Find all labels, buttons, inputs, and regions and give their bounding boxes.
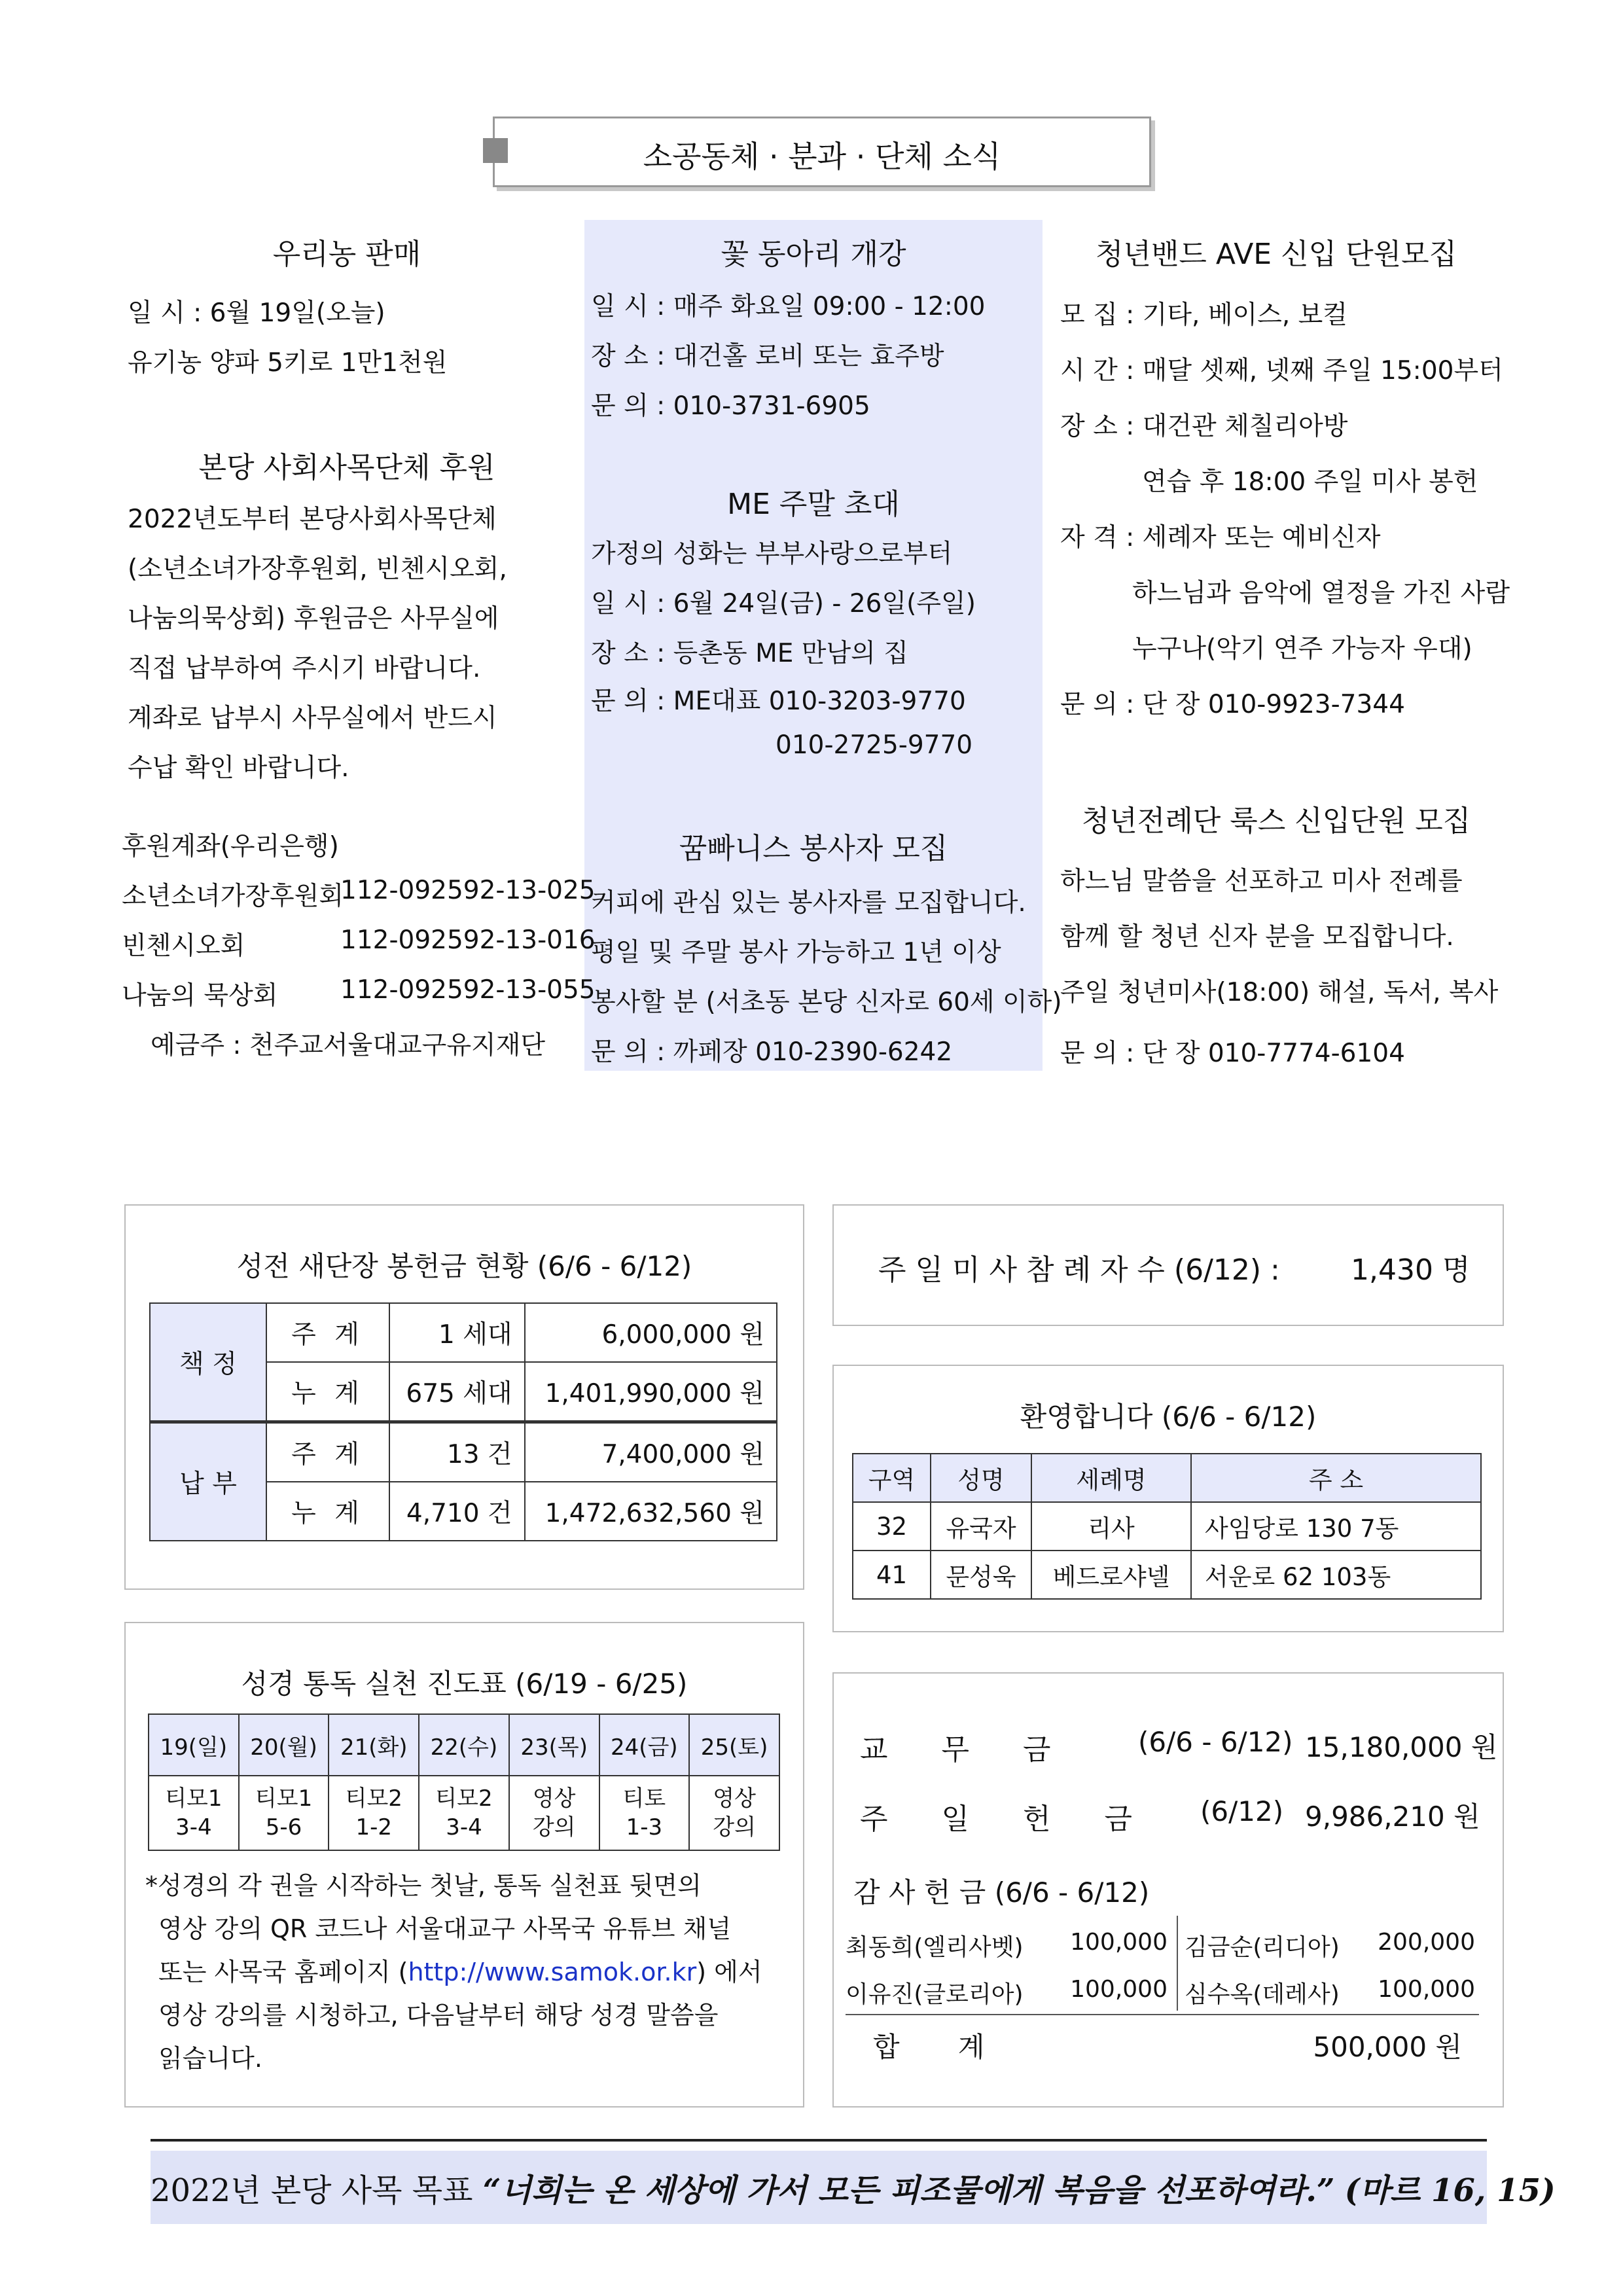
finance-box <box>832 1672 1504 2108</box>
donor-name: 심수옥(데레사) <box>1185 1981 1340 2008</box>
dream-line: 문 의 : 까페장 010-2390-6242 <box>591 1037 953 1067</box>
bible-day-header: 23(목) <box>509 1714 599 1776</box>
flower-line: 장 소 : 대건홀 로비 또는 효주방 <box>591 342 944 371</box>
donor-name: 김금순(리디아) <box>1185 1934 1340 1961</box>
welcome-cell: 41 <box>853 1551 931 1599</box>
bible-cell <box>329 1776 419 1850</box>
welcome-cell: 리사 <box>1031 1502 1191 1551</box>
attendance-value: 1,430 명 <box>1351 1253 1471 1287</box>
bible-book: 영상 <box>713 1785 756 1812</box>
woorinong-line: 유기농 양파 5키로 1만1천원 <box>128 348 448 378</box>
lux-line: 하느님 말씀을 선포하고 미사 전례를 <box>1060 867 1463 896</box>
ave-line: 누구나(악기 연주 가능자 우대) <box>1132 634 1472 664</box>
flower-line: 문 의 : 010-3731-6905 <box>591 391 870 421</box>
bible-cell <box>509 1776 599 1850</box>
welcome-cell: 32 <box>853 1502 931 1551</box>
sec-ave-title: 청년밴드 AVE 신입 단원모집 <box>1095 238 1457 271</box>
offering-count: 675 세대 <box>389 1362 525 1422</box>
offering-row-label: 주 계 <box>266 1422 389 1482</box>
bible-book: 영상 <box>532 1785 576 1812</box>
donor-amount: 200,000 <box>1378 1929 1475 1956</box>
offering-amount: 6,000,000 원 <box>525 1303 777 1362</box>
pastoral-motto <box>151 2165 1556 2210</box>
offering-count: 1 세대 <box>389 1303 525 1362</box>
table-row <box>149 1776 779 1850</box>
bible-book: 티모2 <box>435 1785 493 1812</box>
bible-cell <box>599 1776 690 1850</box>
motto-quote: “너희는 온 세상에 가서 모든 피조물에게 복음을 선포하여라.” <box>482 2172 1335 2209</box>
sunday-offering-amount: 9,986,210 원 <box>1305 1801 1480 1833</box>
welcome-cell: 유국자 <box>931 1502 1031 1551</box>
offering-amount: 1,401,990,000 원 <box>525 1362 777 1422</box>
table-row <box>149 1714 779 1776</box>
attendance-label: 주 일 미 사 참 례 자 수 (6/12) : <box>878 1253 1280 1287</box>
table-row <box>853 1551 1481 1599</box>
bible-chapters: 1-2 <box>355 1814 393 1840</box>
bible-note: *성경의 각 권을 시작하는 첫날, 통독 실천표 뒷면의 <box>145 1871 702 1900</box>
lux-line: 함께 할 청년 신자 분을 모집합니다. <box>1060 922 1454 952</box>
support-line: 계좌로 납부시 사무실에서 반드시 <box>128 704 497 733</box>
offering-row-label: 누 계 <box>266 1482 389 1541</box>
welcome-header: 성명 <box>931 1454 1031 1502</box>
total-rule <box>846 2014 1479 2015</box>
donor-name: 최동희(엘리사벳) <box>846 1934 1024 1961</box>
bible-note: 영상 강의 QR 코드나 서울대교구 사목국 유튜브 채널 <box>158 1914 732 1943</box>
bible-chapters: 3-4 <box>175 1814 212 1840</box>
bible-day-header: 22(수) <box>419 1714 509 1776</box>
account-header: 후원계좌(우리은행) <box>122 832 339 861</box>
bible-chapters: 3-4 <box>446 1814 482 1840</box>
table-row <box>853 1454 1481 1502</box>
section-header-title: 소공동체 · 분과 · 단체 소식 <box>643 139 1001 174</box>
welcome-cell: 사임당로 130 7동 <box>1191 1502 1481 1551</box>
support-line: (소년소녀가장후원회, 빈첸시오회, <box>128 554 507 584</box>
footer-rule <box>151 2139 1487 2142</box>
bible-day-header: 21(화) <box>329 1714 419 1776</box>
table-row <box>150 1422 777 1482</box>
me-line: 010-2725-9770 <box>776 730 973 760</box>
bible-note <box>158 1952 762 1988</box>
flower-line: 일 시 : 매주 화요일 09:00 - 12:00 <box>591 292 986 321</box>
donor-divider <box>1177 1916 1178 2011</box>
ave-line: 하느님과 음악에 열정을 가진 사람 <box>1132 579 1510 608</box>
table-row <box>853 1502 1481 1551</box>
me-line: 일 시 : 6월 24일(금) - 26일(주일) <box>591 589 976 619</box>
sec-me-title: ME 주말 초대 <box>727 488 900 521</box>
support-line: 나눔의묵상회) 후원금은 사무실에 <box>128 604 499 634</box>
bible-note-part: 또는 사목국 홈페이지 ( <box>158 1958 408 1986</box>
bible-chapters: 5-6 <box>265 1814 302 1840</box>
me-line: 장 소 : 등촌동 ME 만남의 집 <box>591 639 908 668</box>
ave-line: 장 소 : 대건관 체칠리아방 <box>1060 412 1348 441</box>
bible-cell <box>689 1776 779 1850</box>
bible-title: 성경 통독 실천 진도표 (6/19 - 6/25) <box>241 1668 688 1700</box>
sunday-offering-period: (6/12) <box>1200 1795 1284 1827</box>
welcome-header: 주 소 <box>1191 1454 1481 1502</box>
footer-band <box>151 2151 1556 2224</box>
bible-note: 읽습니다. <box>158 2044 262 2073</box>
welcome-header: 세례명 <box>1031 1454 1191 1502</box>
donor-amount: 100,000 <box>1378 1976 1475 2003</box>
dream-line: 봉사할 분 (서초동 본당 신자로 60세 이하) <box>591 988 1062 1017</box>
offering-count: 13 건 <box>389 1422 525 1482</box>
tithe-label: 교 무 금 <box>860 1733 1073 1767</box>
offering-title: 성전 새단장 봉헌금 현황 (6/6 - 6/12) <box>236 1250 692 1282</box>
donor-amount: 100,000 <box>1070 1929 1168 1956</box>
bible-box <box>124 1622 804 2108</box>
offering-row-label: 누 계 <box>266 1362 389 1422</box>
bible-cell <box>419 1776 509 1850</box>
ave-line: 연습 후 18:00 주일 미사 봉헌 <box>1142 467 1478 497</box>
bible-chapters: 강의 <box>713 1814 756 1840</box>
offering-table <box>149 1302 777 1541</box>
donor-amount: 100,000 <box>1070 1976 1168 2003</box>
bible-day-header: 19(일) <box>149 1714 239 1776</box>
bible-cell <box>239 1776 329 1850</box>
section-header <box>493 117 1151 187</box>
account-name: 소년소녀가장후원회 <box>122 882 344 911</box>
bible-note-part: ) 에서 <box>696 1958 762 1986</box>
offering-box <box>124 1204 804 1590</box>
tithe-period: (6/6 - 6/12) <box>1138 1726 1293 1758</box>
bible-cell <box>149 1776 239 1850</box>
sec-dream-title: 꿈빠니스 봉사자 모집 <box>679 832 948 865</box>
dream-line: 평일 및 주말 봉사 가능하고 1년 이상 <box>591 938 1001 967</box>
me-line: 가정의 성화는 부부사랑으로부터 <box>591 539 953 569</box>
lux-line: 주일 청년미사(18:00) 해설, 독서, 복사 <box>1060 978 1499 1007</box>
table-row <box>150 1303 777 1362</box>
bible-day-header: 25(토) <box>689 1714 779 1776</box>
welcome-cell: 서운로 62 103동 <box>1191 1551 1481 1599</box>
me-line: 문 의 : ME대표 010-3203-9770 <box>591 687 966 716</box>
bible-note: 영상 강의를 시청하고, 다음날부터 해당 성경 말씀을 <box>158 2001 719 2030</box>
lux-line: 문 의 : 단 장 010-7774-6104 <box>1060 1039 1405 1068</box>
offering-row-label: 주 계 <box>266 1303 389 1362</box>
account-number: 112-092592-13-055 <box>340 975 596 1005</box>
bible-chapters: 강의 <box>532 1814 576 1840</box>
ave-line: 시 간 : 매달 셋째, 넷째 주일 15:00부터 <box>1060 356 1503 386</box>
ave-line: 문 의 : 단 장 010-9923-7344 <box>1060 690 1405 719</box>
sec-support-title: 본당 사회사목단체 후원 <box>198 451 495 484</box>
tithe-amount: 15,180,000 원 <box>1305 1731 1498 1763</box>
thanks-offering-title: 감 사 헌 금 (6/6 - 6/12) <box>853 1876 1150 1909</box>
bible-day-header: 24(금) <box>599 1714 690 1776</box>
woorinong-line: 일 시 : 6월 19일(오늘) <box>128 298 385 328</box>
ave-line: 모 집 : 기타, 베이스, 보컬 <box>1060 300 1347 330</box>
attendance-box <box>832 1204 1504 1326</box>
total-amount: 500,000 원 <box>1313 2031 1462 2063</box>
bible-book: 티모2 <box>345 1785 402 1812</box>
bible-chapters: 1-3 <box>626 1814 663 1840</box>
depositor: 예금주 : 천주교서울대교구유지재단 <box>151 1031 546 1060</box>
welcome-header: 구역 <box>853 1454 931 1502</box>
bible-book: 티토 <box>622 1785 666 1812</box>
welcome-title: 환영합니다 (6/6 - 6/12) <box>1020 1401 1317 1433</box>
dream-line: 커피에 관심 있는 봉사자를 모집합니다. <box>591 888 1026 918</box>
ave-line: 자 격 : 세례자 또는 예비신자 <box>1060 523 1381 552</box>
support-line: 수납 확인 바랍니다. <box>128 753 349 783</box>
welcome-table <box>852 1453 1482 1600</box>
bible-book: 티모1 <box>255 1785 313 1812</box>
account-number: 112-092592-13-025 <box>340 876 596 905</box>
donor-name: 이유진(글로리아) <box>846 1981 1024 2008</box>
support-line: 2022년도부터 본당사회사목단체 <box>128 505 497 534</box>
motto-prefix: 2022년 본당 사목 목표 <box>151 2172 473 2209</box>
samok-homepage-link[interactable]: http://www.samok.or.kr <box>408 1958 697 1986</box>
account-name: 나눔의 묵상회 <box>122 981 278 1011</box>
bible-book: 티모1 <box>165 1785 223 1812</box>
account-name: 빈첸시오회 <box>122 931 245 961</box>
support-line: 직접 납부하여 주시기 바랍니다. <box>128 654 481 683</box>
bible-day-header: 20(월) <box>239 1714 329 1776</box>
offering-group-label: 책 정 <box>150 1303 266 1422</box>
welcome-cell: 문성욱 <box>931 1551 1031 1599</box>
offering-count: 4,710 건 <box>389 1482 525 1541</box>
offering-amount: 7,400,000 원 <box>525 1422 777 1482</box>
sunday-offering-label: 주 일 헌 금 <box>860 1803 1154 1836</box>
offering-group-label: 납 부 <box>150 1422 266 1541</box>
account-number: 112-092592-13-016 <box>340 925 596 955</box>
motto-reference: (마르 16, 15) <box>1344 2172 1556 2209</box>
welcome-cell: 베드로샤넬 <box>1031 1551 1191 1599</box>
sec-lux-title: 청년전례단 룩스 신입단원 모집 <box>1081 804 1471 838</box>
total-label: 합 계 <box>873 2031 1010 2063</box>
offering-amount: 1,472,632,560 원 <box>525 1482 777 1541</box>
sec-flower-title: 꽃 동아리 개강 <box>721 238 906 271</box>
bible-table <box>148 1713 780 1851</box>
sec-woorinong-title: 우리농 판매 <box>272 238 421 271</box>
welcome-box <box>832 1365 1504 1632</box>
